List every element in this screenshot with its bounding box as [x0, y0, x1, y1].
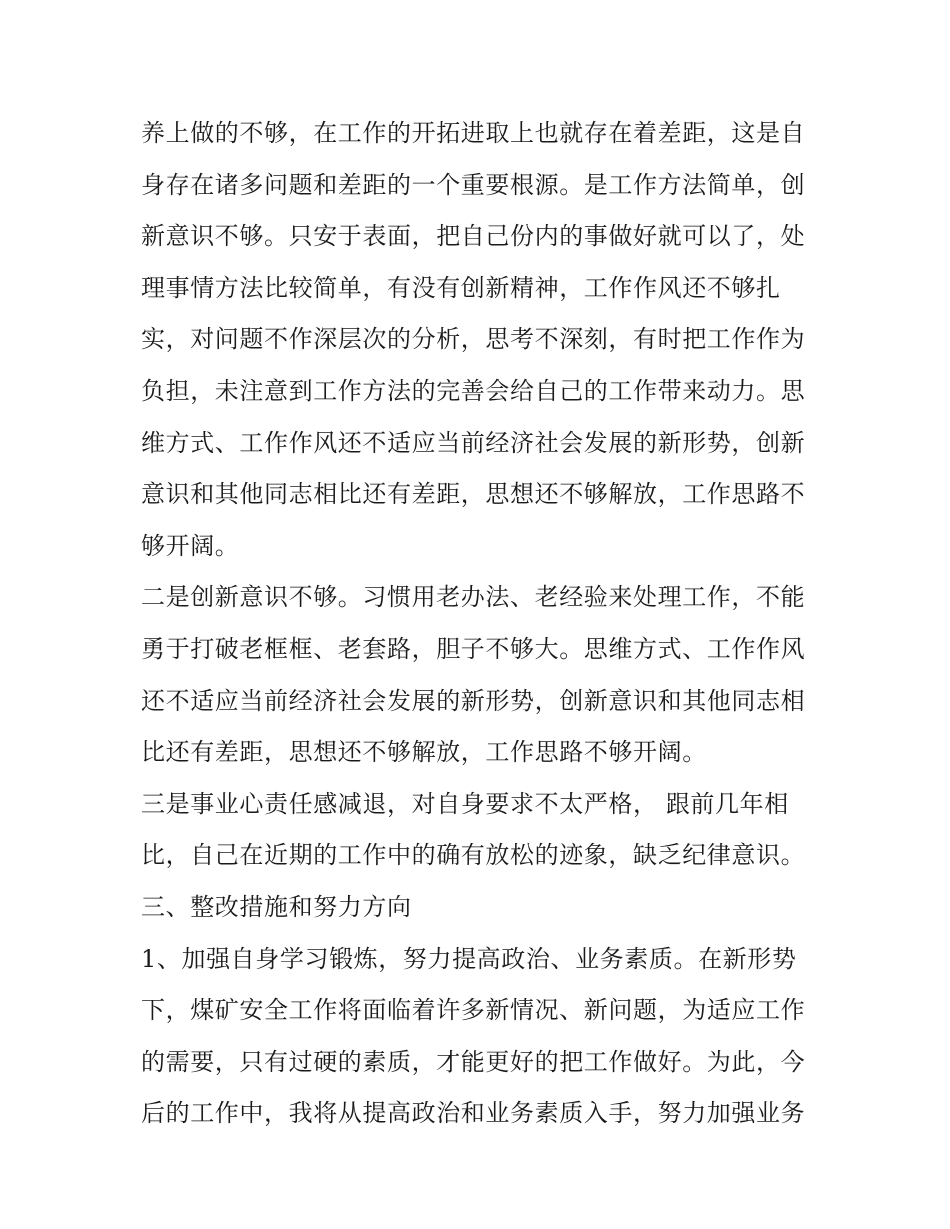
text-line: 的需要，只有过硬的素质，才能更好的把工作做好。为此，今	[141, 1047, 806, 1076]
text-line: 三是事业心责任感减退，对自身要求不太严格， 跟前几年相	[141, 789, 789, 818]
text-line: 二是创新意识不够。习惯用老办法、老经验来处理工作，不能	[141, 583, 806, 612]
text-line: 还不适应当前经济社会发展的新形势，创新意识和其他同志相	[141, 686, 806, 715]
text-line: 1、加强自身学习锻炼，努力提高政治、业务素质。在新形势	[141, 944, 797, 973]
text-line: 新意识不够。只安于表面，把自己份内的事做好就可以了，处	[141, 222, 806, 251]
text-line: 意识和其他同志相比还有差距，思想还不够解放，工作思路不	[141, 480, 806, 509]
text-line: 比，自己在近期的工作中的确有放松的迹象，缺乏纪律意识。	[141, 841, 806, 870]
text-line: 够开阔。	[141, 531, 240, 560]
section-heading: 三、整改措施和努力方向	[141, 892, 412, 921]
text-line: 比还有差距，思想还不够解放，工作思路不够开阔。	[141, 738, 707, 767]
text-line: 勇于打破老框框、老套路，胆子不够大。思维方式、工作作风	[141, 634, 806, 663]
text-line: 维方式、工作作风还不适应当前经济社会发展的新形势，创新	[141, 428, 806, 457]
text-line: 负担，未注意到工作方法的完善会给自己的工作带来动力。思	[141, 376, 806, 405]
text-line: 身存在诸多问题和差距的一个重要根源。是工作方法简单，创	[141, 170, 806, 199]
text-line: 养上做的不够，在工作的开拓进取上也就存在着差距，这是自	[141, 119, 806, 147]
text-line: 后的工作中，我将从提高政治和业务素质入手，努力加强业务	[141, 1099, 806, 1128]
text-line: 理事情方法比较简单，有没有创新精神，工作作风还不够扎	[141, 273, 781, 302]
text-line: 下，煤矿安全工作将面临着许多新情况、新问题，为适应工作	[141, 996, 806, 1025]
document-body	[141, 108, 821, 1140]
text-line: 实，对问题不作深层次的分析，思考不深刻，有时把工作作为	[141, 325, 806, 354]
